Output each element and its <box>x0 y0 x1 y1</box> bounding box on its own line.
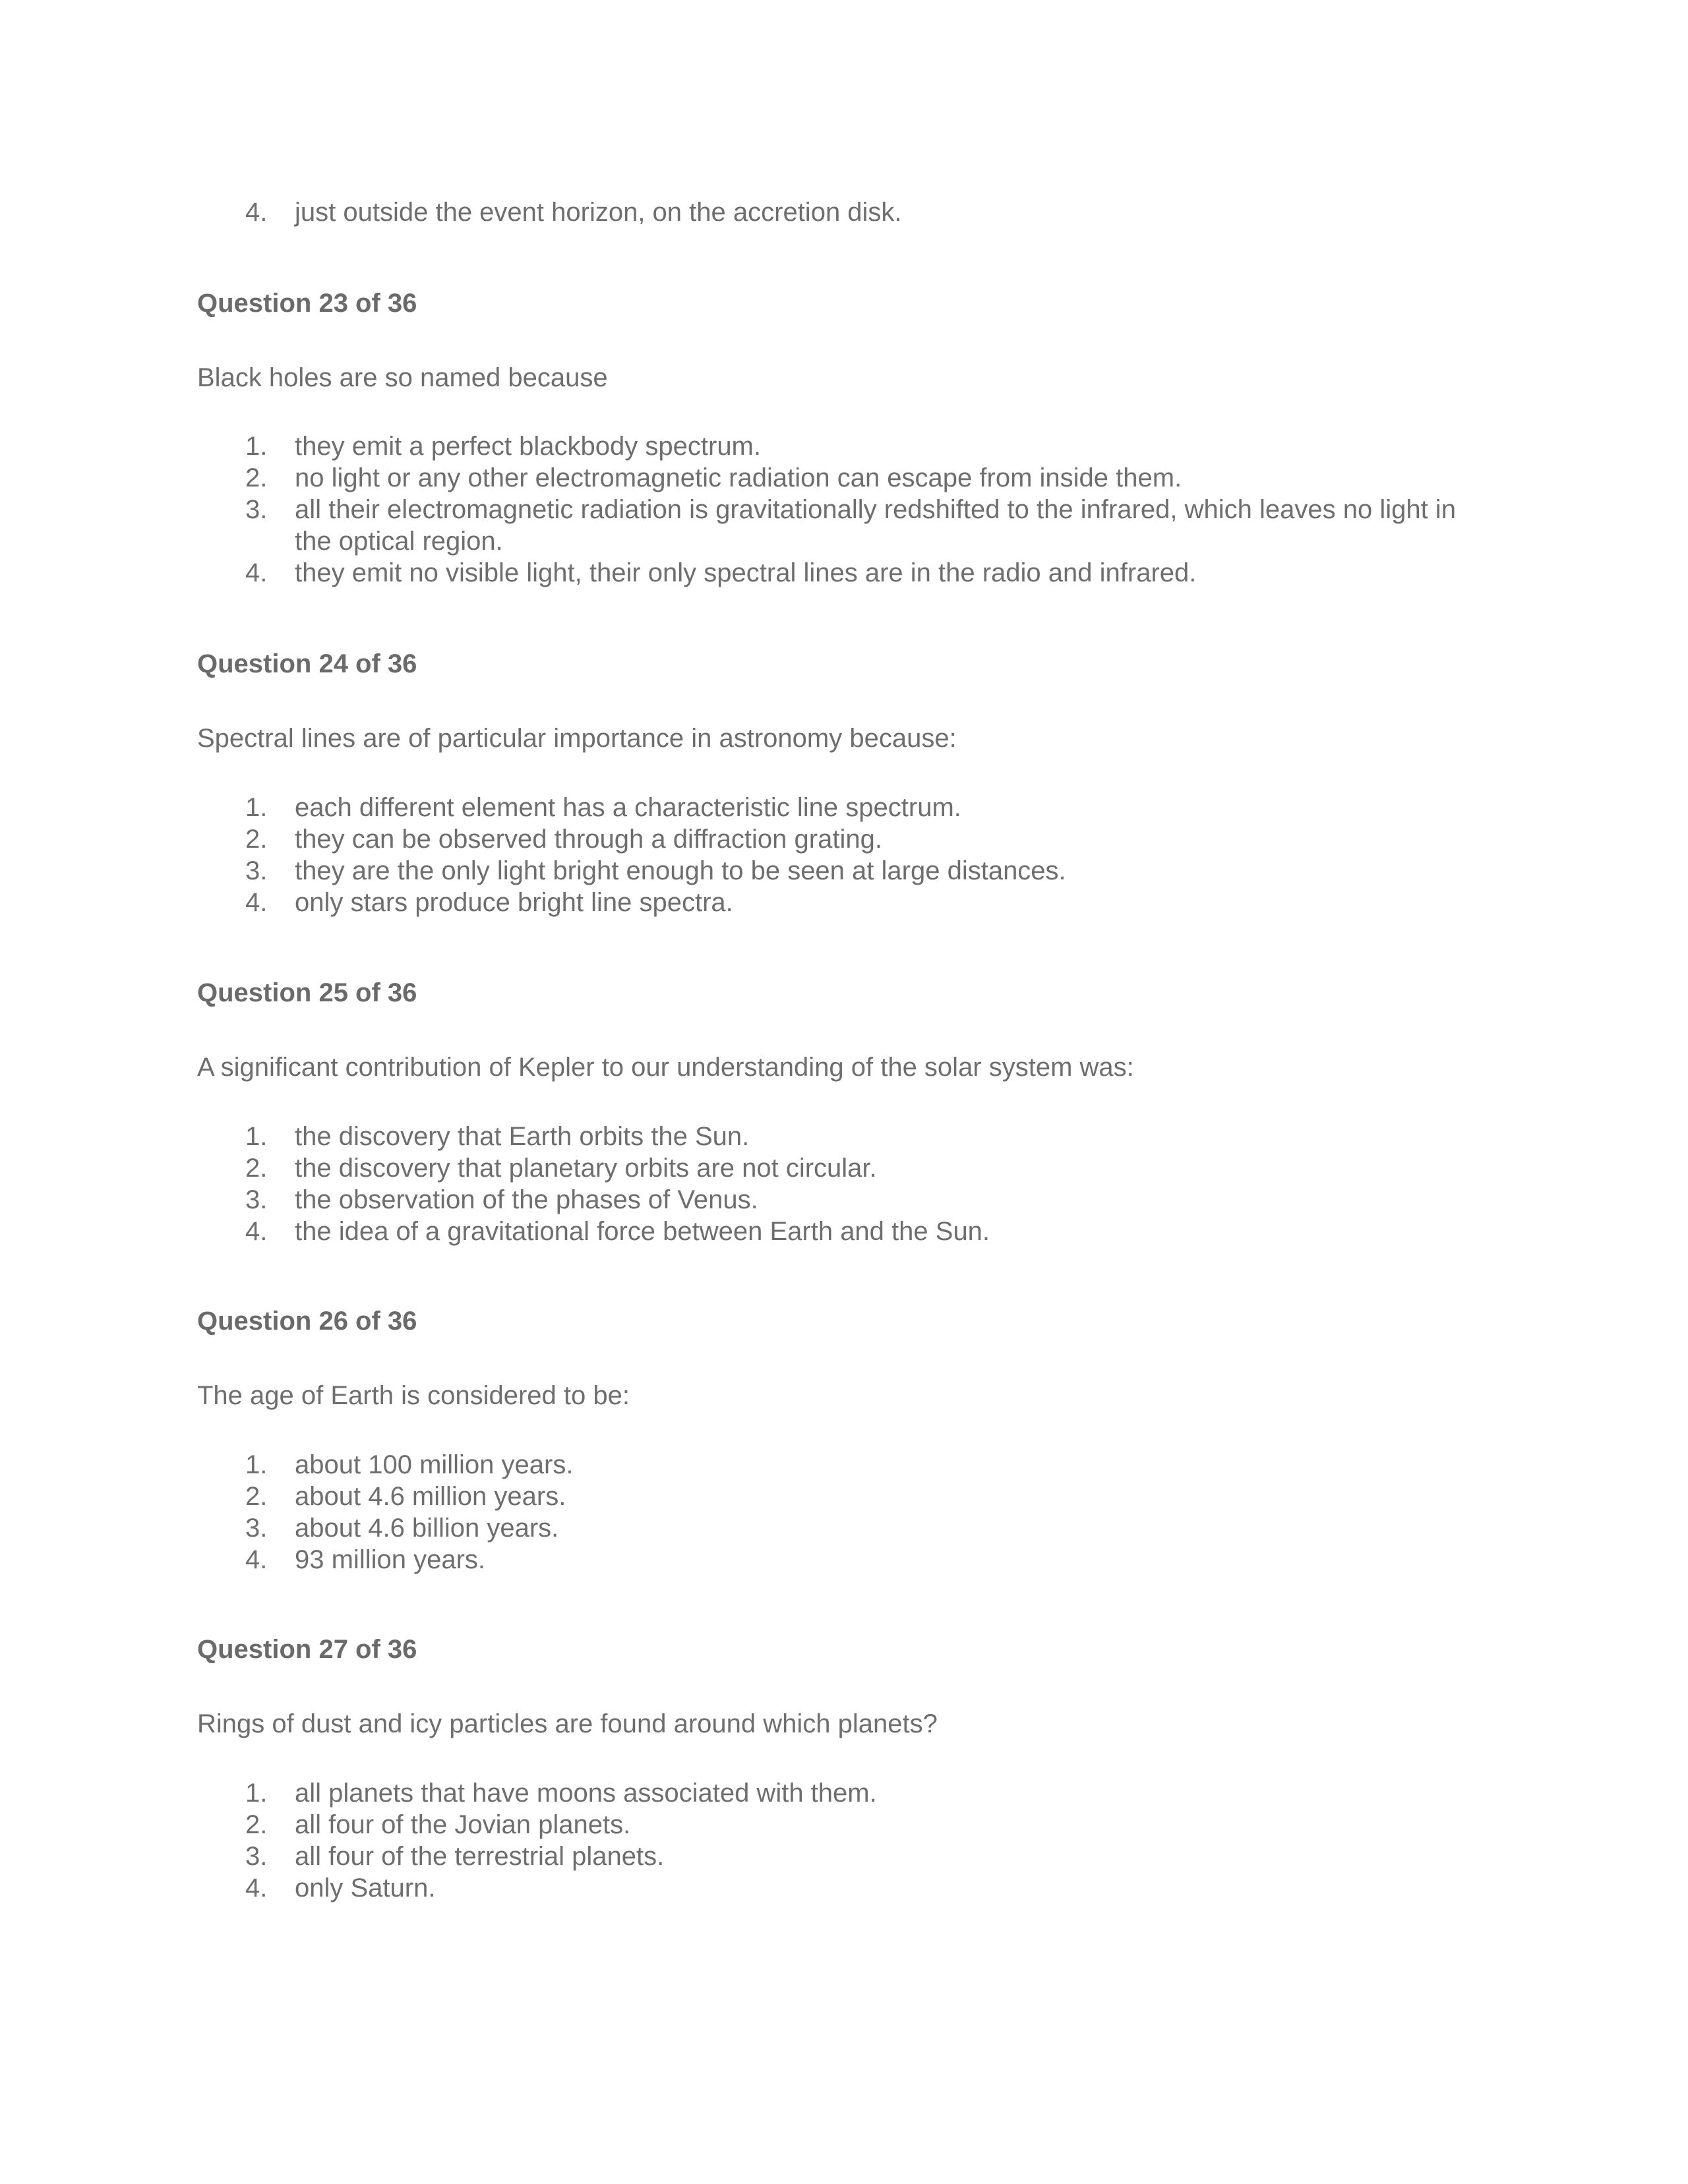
option-number: 3. <box>245 495 268 524</box>
option-number: 2. <box>245 825 268 854</box>
option-text: no light or any other electromagnetic radiation can escape from inside them. <box>295 463 1182 492</box>
option-item <box>0 196 1688 228</box>
option-text: each different element has a characteristic line spectrum. <box>295 793 961 822</box>
question-title: Question 24 of 36 <box>197 649 417 678</box>
option-number: 1. <box>245 432 268 461</box>
option-text: only stars produce bright line spectra. <box>295 888 733 917</box>
option-number: 2. <box>245 463 268 492</box>
option-text: 93 million years. <box>295 1545 486 1574</box>
option-text: they emit a perfect blackbody spectrum. <box>295 432 761 461</box>
option-number: 4. <box>245 198 268 227</box>
option-text: the discovery that planetary orbits are not circular. <box>295 1154 877 1183</box>
option-text: they can be observed through a diffraction grating. <box>295 825 882 854</box>
option-text: the discovery that Earth orbits the Sun. <box>295 1122 750 1151</box>
option-text: they emit no visible light, their only spectral lines are in the radio and infrared. <box>295 558 1197 587</box>
option-number: 4. <box>245 1545 268 1574</box>
question-title: Question 25 of 36 <box>197 978 417 1007</box>
option-text: all four of the terrestrial planets. <box>295 1842 665 1871</box>
option-number: 4. <box>245 1874 268 1903</box>
option-item <box>0 1216 1688 1247</box>
option-list <box>0 1121 1688 1247</box>
option-text: about 4.6 million years. <box>295 1482 566 1511</box>
option-number: 3. <box>245 856 268 885</box>
option-item <box>0 1512 1688 1544</box>
option-text: about 4.6 billion years. <box>295 1514 559 1543</box>
option-list <box>0 430 1688 589</box>
option-number: 1. <box>245 793 268 822</box>
option-number: 2. <box>245 1154 268 1183</box>
option-number: 4. <box>245 888 268 917</box>
option-item <box>0 557 1688 589</box>
question-title: Question 26 of 36 <box>197 1307 417 1336</box>
option-item <box>0 1544 1688 1576</box>
option-text: all four of the Jovian planets. <box>295 1810 631 1839</box>
option-text: the idea of a gravitational force between Earth and the Sun. <box>295 1217 990 1246</box>
option-item <box>0 887 1688 918</box>
option-list <box>0 792 1688 918</box>
question-prompt: The age of Earth is considered to be: <box>197 1381 630 1410</box>
question-title: Question 27 of 36 <box>197 1635 417 1664</box>
option-text: they are the only light bright enough to be seen at large distances. <box>295 856 1066 885</box>
option-item <box>0 823 1688 855</box>
option-number: 4. <box>245 558 268 587</box>
option-item <box>0 1121 1688 1152</box>
option-number: 3. <box>245 1514 268 1543</box>
option-item <box>0 1152 1688 1184</box>
option-item <box>0 1777 1688 1809</box>
option-item <box>0 1481 1688 1512</box>
option-number: 4. <box>245 1217 268 1246</box>
option-number: 3. <box>245 1185 268 1214</box>
option-text: all planets that have moons associated with them. <box>295 1779 877 1808</box>
question-prompt: Black holes are so named because <box>197 363 608 392</box>
question-prompt: Rings of dust and icy particles are found around which planets? <box>197 1709 938 1738</box>
option-item <box>0 494 1688 557</box>
option-text: just outside the event horizon, on the accretion disk. <box>295 198 902 227</box>
option-text: about 100 million years. <box>295 1450 574 1479</box>
option-item <box>0 1872 1688 1904</box>
option-text: only Saturn. <box>295 1874 436 1903</box>
option-item <box>0 1449 1688 1481</box>
option-item <box>0 462 1688 494</box>
option-list <box>0 1777 1688 1904</box>
question-prompt: Spectral lines are of particular importance in astronomy because: <box>197 724 957 753</box>
question-prompt: A significant contribution of Kepler to our understanding of the solar system was: <box>197 1053 1134 1082</box>
option-number: 2. <box>245 1810 268 1839</box>
option-item <box>0 430 1688 462</box>
option-number: 3. <box>245 1842 268 1871</box>
option-text: the observation of the phases of Venus. <box>295 1185 758 1214</box>
option-item <box>0 1184 1688 1216</box>
question-title: Question 23 of 36 <box>197 289 417 318</box>
option-item <box>0 792 1688 823</box>
option-item <box>0 1841 1688 1872</box>
option-item <box>0 1809 1688 1841</box>
option-number: 1. <box>245 1450 268 1479</box>
option-item <box>0 855 1688 887</box>
option-text: all their electromagnetic radiation is gravitationally redshifted to the infrared, which leaves no light in the optical region. <box>295 495 1456 556</box>
option-list <box>0 1449 1688 1576</box>
option-number: 1. <box>245 1122 268 1151</box>
option-number: 1. <box>245 1779 268 1808</box>
carryover-option-list <box>0 196 1688 228</box>
option-number: 2. <box>245 1482 268 1511</box>
